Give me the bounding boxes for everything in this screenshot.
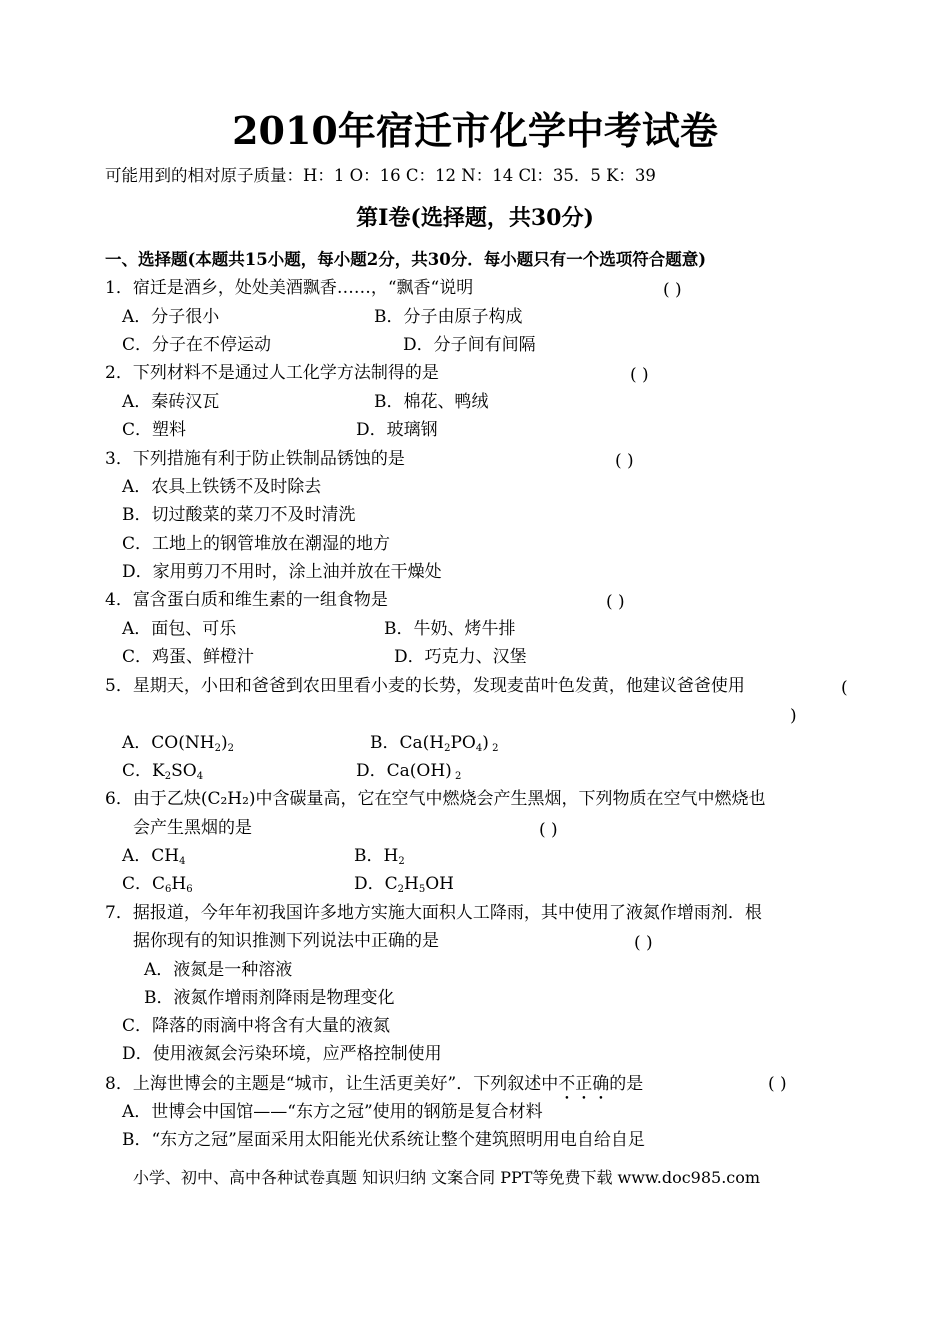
question-4-option-b: B．牛奶、烤牛排 bbox=[384, 619, 516, 639]
question-8-stem: 8．上海世博会的主题是“城市，让生活更美好”．下列叙述中不正确的是 bbox=[105, 1074, 644, 1094]
question-3-option-b: B．切过酸菜的菜刀不及时清洗 bbox=[122, 505, 356, 525]
question-5-option-d: D．Ca(OH) $_2$ bbox=[356, 761, 462, 782]
question-6-option-d: D．$C_2H_5OH$ bbox=[354, 874, 454, 895]
question-4-stem: 4．富含蛋白质和维生素的一组食物是 bbox=[105, 590, 388, 610]
question-6-answer-paren: ( ) bbox=[539, 820, 558, 840]
question-6-option-a: A．$CH_4$ bbox=[122, 846, 186, 867]
question-6-stem-line2: 会产生黑烟的是 bbox=[133, 818, 252, 838]
page-title: 2010年宿迁市化学中考试卷 bbox=[232, 108, 718, 153]
question-7-option-d: D．使用液氮会污染环境，应严格控制使用 bbox=[122, 1044, 442, 1064]
question-3-option-c: C．工地上的钢管堆放在潮湿的地方 bbox=[122, 534, 391, 554]
emphasis-not-correct: 不正确 bbox=[558, 1074, 610, 1094]
question-5-option-c: C．$K_2SO_4$ bbox=[122, 761, 204, 782]
question-1-answer-paren: ( ) bbox=[663, 280, 682, 300]
question-5-stem: 5．星期天，小田和爸爸到农田里看小麦的长势，发现麦苗叶色发黄，他建议爸爸使用 bbox=[105, 676, 745, 696]
question-7-option-a: A．液氮是一种溶液 bbox=[144, 960, 293, 980]
question-1-option-b: B．分子由原子构成 bbox=[374, 307, 523, 327]
question-6-option-b: B．$H_2$ bbox=[354, 846, 405, 867]
question-1-option-d: D．分子间有间隔 bbox=[403, 335, 536, 355]
question-2-stem: 2．下列材料不是通过人工化学方法制得的是 bbox=[105, 363, 439, 383]
question-7-answer-paren: ( ) bbox=[634, 933, 653, 953]
question-6-stem-line1: 6．由于乙炔(C₂H₂)中含碳量高，它在空气中燃烧会产生黑烟，下列物质在空气中燃烧也 bbox=[105, 789, 766, 809]
question-3-stem: 3．下列措施有利于防止铁制品锈蚀的是 bbox=[105, 449, 405, 469]
question-5-paren-close: ) bbox=[790, 706, 797, 726]
question-7-stem-line2: 据你现有的知识推测下列说法中正确的是 bbox=[133, 931, 439, 951]
question-7-option-b: B．液氮作增雨剂降雨是物理变化 bbox=[144, 988, 395, 1008]
question-5-option-a: A．$CO(NH_2)_2$ bbox=[122, 733, 234, 754]
question-4-option-a: A．面包、可乐 bbox=[122, 619, 237, 639]
question-8-answer-paren: ( ) bbox=[768, 1074, 787, 1094]
part-heading: 一、选择题(本题共15小题，每小题2分，共30分．每小题只有一个选项符合题意) bbox=[105, 250, 707, 269]
question-7-option-c: C．降落的雨滴中将含有大量的液氮 bbox=[122, 1016, 391, 1036]
question-2-option-d: D．玻璃钢 bbox=[356, 420, 438, 440]
footer-download-note: 小学、初中、高中各种试卷真题 知识归纳 文案合同 PPT等免费下载 www.doc985.com bbox=[133, 1168, 761, 1187]
question-2-answer-paren: ( ) bbox=[630, 365, 649, 385]
question-2-option-b: B．棉花、鸭绒 bbox=[374, 392, 489, 412]
question-4-option-c: C．鸡蛋、鲜橙汁 bbox=[122, 647, 255, 667]
question-5-paren-open: ( bbox=[841, 678, 848, 698]
question-2-option-a: A．秦砖汉瓦 bbox=[122, 392, 220, 412]
question-5-option-b: B．$Ca(H_2PO_4)$ $_2$ bbox=[370, 733, 499, 754]
question-8-option-a: A．世博会中国馆——“东方之冠”使用的钢筋是复合材料 bbox=[122, 1102, 543, 1122]
question-3-option-a: A．农具上铁锈不及时除去 bbox=[122, 477, 322, 497]
question-4-option-d: D．巧克力、汉堡 bbox=[394, 647, 527, 667]
section-title: 第Ⅰ卷(选择题，共30分) bbox=[356, 205, 594, 231]
question-1-stem: 1．宿迁是酒乡，处处美酒飘香……，“飘香“说明 bbox=[105, 278, 474, 298]
question-3-option-d: D．家用剪刀不用时，涂上油并放在干燥处 bbox=[122, 562, 442, 582]
question-8-option-b: B．“东方之冠”屋面采用太阳能光伏系统让整个建筑照明用电自给自足 bbox=[122, 1130, 645, 1150]
question-2-option-c: C．塑料 bbox=[122, 420, 187, 440]
question-3-answer-paren: ( ) bbox=[615, 451, 634, 471]
question-7-stem-line1: 7．据报道，今年年初我国许多地方实施大面积人工降雨，其中使用了液氮作增雨剂．根 bbox=[105, 903, 762, 923]
question-4-answer-paren: ( ) bbox=[606, 592, 625, 612]
question-1-option-a: A．分子很小 bbox=[122, 307, 220, 327]
atomic-masses: 可能用到的相对原子质量：H：1 O：16 C：12 N：14 Cl：35．5 K：39 bbox=[105, 166, 656, 185]
question-1-option-c: C．分子在不停运动 bbox=[122, 335, 272, 355]
question-6-option-c: C．$C_6H_6$ bbox=[122, 874, 193, 895]
